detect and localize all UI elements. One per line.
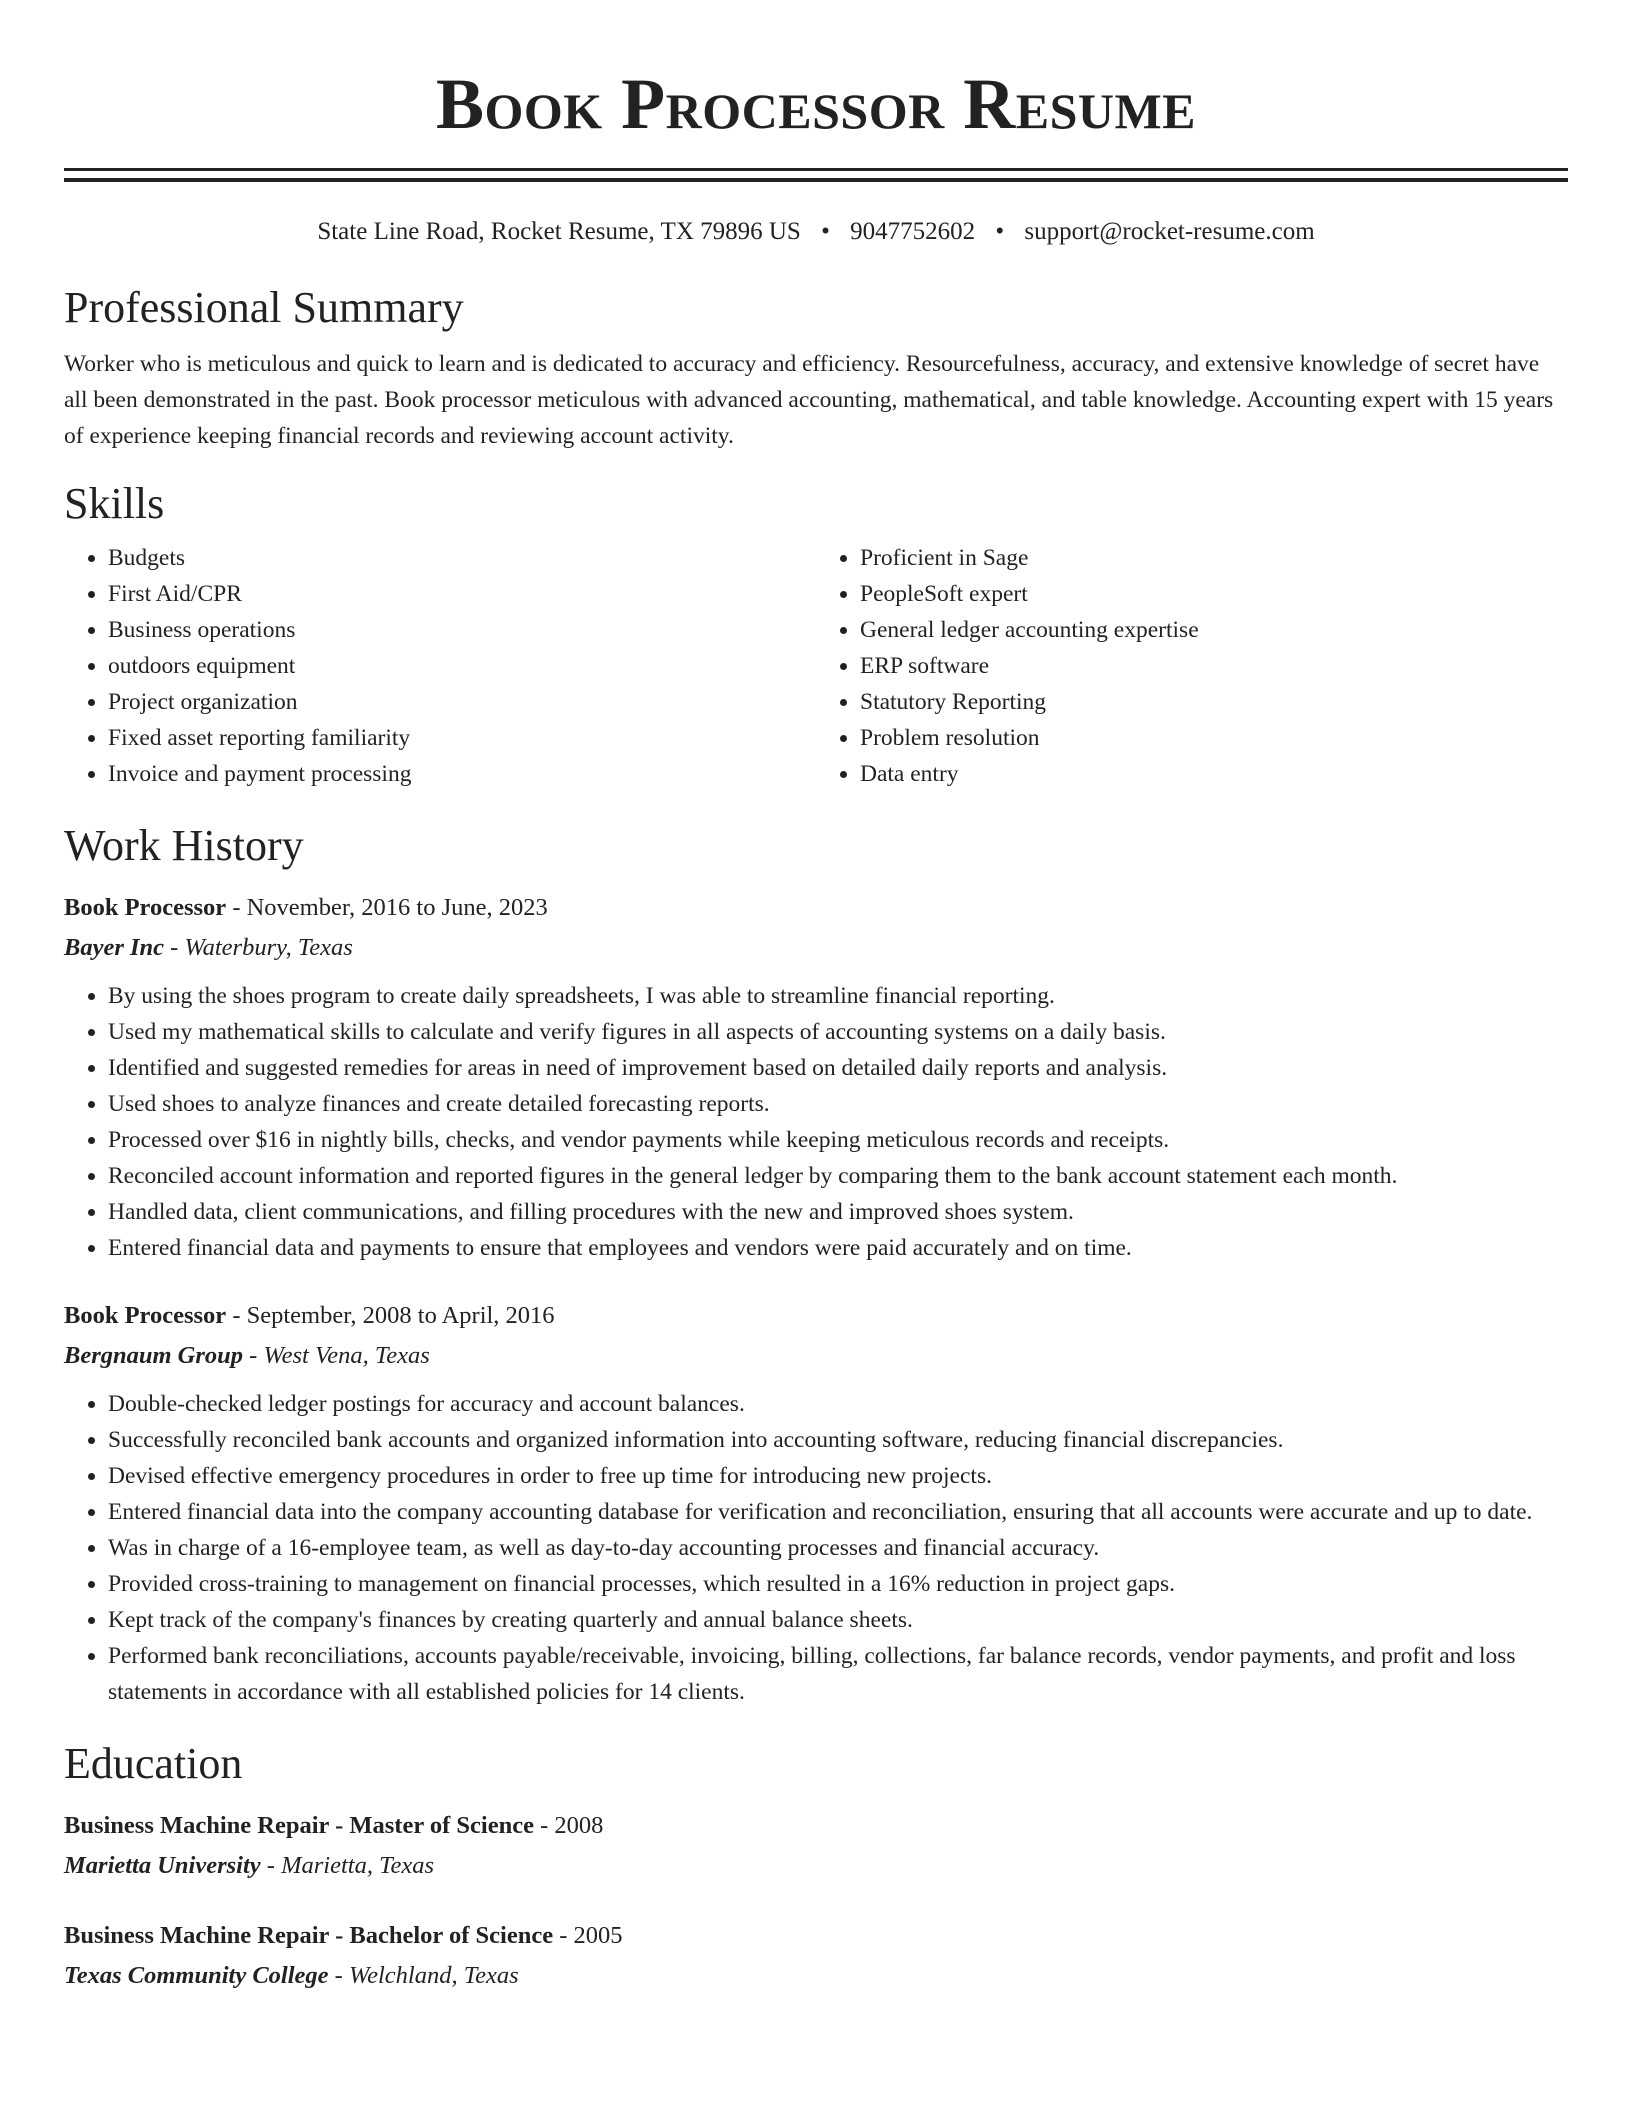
job-dates: - September, 2008 to April, 2016	[226, 1302, 555, 1329]
degree: Business Machine Repair - Bachelor of Science	[64, 1922, 554, 1949]
title-divider	[64, 168, 1568, 174]
job-company: Bayer Inc	[64, 934, 165, 961]
job-bullet: • Used my mathematical skills to calculate and verify figures in all aspects of accounting systems on a daily basis.	[108, 1014, 1568, 1050]
degree-line	[64, 1806, 1568, 1846]
job-bullet: • Entered financial data and payments to ensure that employees and vendors were paid accurately and on time.	[108, 1230, 1568, 1266]
skill-item: • Problem resolution	[860, 720, 1568, 756]
job-bullet: • Provided cross-training to management on financial processes, which resulted in a 16% reduction in project gaps.	[108, 1566, 1568, 1602]
skill-item: • Proficient in Sage	[860, 540, 1568, 576]
skill-item: • PeopleSoft expert	[860, 576, 1568, 612]
school-line	[64, 1956, 1568, 1996]
degree: Business Machine Repair - Master of Science	[64, 1812, 534, 1839]
school: Texas Community College	[64, 1962, 329, 1989]
job-bullet: • Devised effective emergency procedures in order to free up time for introducing new projects.	[108, 1458, 1568, 1494]
section-heading-skills: Skills	[64, 479, 165, 528]
skill-item: • Project organization	[108, 684, 816, 720]
contact-phone: 9047752602	[850, 218, 976, 245]
skills-list-right	[816, 540, 1568, 792]
job-title-line	[64, 1296, 1568, 1336]
job-bullet: • Performed bank reconciliations, accounts payable/receivable, invoicing, billing, collections, far balance records, vendor payments, and profit and loss statements in accordance with all established policies for 14 clients.	[108, 1638, 1568, 1710]
job-bullet: • Processed over $16 in nightly bills, checks, and vendor payments while keeping meticulous records and receipts.	[108, 1122, 1568, 1158]
degree-year: - 2008	[534, 1812, 604, 1839]
summary-text: Worker who is meticulous and quick to learn and is dedicated to accuracy and efficiency. Resourcefulness, accuracy, and extensive knowledge of secret have all been demonstrated in the past. Book processor meticulous with advanced accounting, mathematical, and table knowledge. Accounting expert with 15 years of experience keeping financial records and reviewing account activity.	[64, 351, 1554, 449]
education-entry	[64, 1806, 1568, 1886]
education-entry	[64, 1916, 1568, 1996]
work-history-section	[64, 818, 1568, 1710]
school-line	[64, 1846, 1568, 1886]
job-bullet: • Identified and suggested remedies for areas in need of improvement based on detailed daily reports and analysis.	[108, 1050, 1568, 1086]
skill-item: • Budgets	[108, 540, 816, 576]
skills-section	[64, 476, 1568, 792]
skill-item: • Business operations	[108, 612, 816, 648]
skill-item: • Statutory Reporting	[860, 684, 1568, 720]
job-title-line	[64, 888, 1568, 928]
job-entry	[64, 1296, 1568, 1710]
school: Marietta University	[64, 1852, 261, 1879]
skill-item: • outdoors equipment	[108, 648, 816, 684]
school-location: - Marietta, Texas	[260, 1852, 434, 1879]
job-bullet: • Reconciled account information and reported figures in the general ledger by comparing them to the bank account statement each month.	[108, 1158, 1568, 1194]
skill-item: • First Aid/CPR	[108, 576, 816, 612]
job-company-line	[64, 928, 1568, 968]
page-title: Book Processor Resume	[435, 64, 1197, 144]
skill-item: • General ledger accounting expertise	[860, 612, 1568, 648]
school-location: - Welchland, Texas	[328, 1962, 519, 1989]
job-bullet: • By using the shoes program to create daily spreadsheets, I was able to streamline financial reporting.	[108, 978, 1568, 1014]
job-dates: - November, 2016 to June, 2023	[226, 894, 548, 921]
skill-item: • Fixed asset reporting familiarity	[108, 720, 816, 756]
job-bullet: • Kept track of the company's finances by creating quarterly and annual balance sheets.	[108, 1602, 1568, 1638]
job-bullet: • Double-checked ledger postings for accuracy and account balances.	[108, 1386, 1568, 1422]
education-section	[64, 1736, 1568, 1996]
degree-line	[64, 1916, 1568, 1956]
job-bullet: • Successfully reconciled bank accounts and organized information into accounting software, reducing financial discrepancies.	[108, 1422, 1568, 1458]
skill-item: • Invoice and payment processing	[108, 756, 816, 792]
skill-item: • Data entry	[860, 756, 1568, 792]
section-heading-education: Education	[64, 1739, 243, 1788]
contact-line	[64, 216, 1568, 248]
job-bullet: • Was in charge of a 16-employee team, as well as day-to-day accounting processes and financial accuracy.	[108, 1530, 1568, 1566]
job-bullets	[64, 1386, 1568, 1710]
job-entry	[64, 888, 1568, 1266]
contact-separator: •	[995, 218, 1005, 245]
job-location: - West Vena, Texas	[243, 1342, 430, 1369]
skill-item: • ERP software	[860, 648, 1568, 684]
job-bullet: • Entered financial data into the company accounting database for verification and reconciliation, ensuring that all accounts were accurate and up to date.	[108, 1494, 1568, 1530]
job-location: - Waterbury, Texas	[164, 934, 353, 961]
job-role: Book Processor	[64, 894, 227, 921]
job-company-line	[64, 1336, 1568, 1376]
title-divider-thick	[64, 178, 1568, 182]
job-bullet: • Used shoes to analyze finances and create detailed forecasting reports.	[108, 1086, 1568, 1122]
job-role: Book Processor	[64, 1302, 227, 1329]
skills-columns	[64, 540, 1568, 792]
contact-address: State Line Road, Rocket Resume, TX 79896 US	[317, 218, 801, 245]
contact-separator: •	[821, 218, 830, 245]
job-company: Bergnaum Group	[64, 1342, 244, 1369]
job-bullets	[64, 978, 1568, 1266]
contact-email: support@rocket-resume.com	[1024, 218, 1315, 245]
section-heading-summary: Professional Summary	[64, 283, 464, 332]
professional-summary-section	[64, 280, 1568, 454]
degree-year: - 2005	[553, 1922, 623, 1949]
job-bullet: • Handled data, client communications, and filling procedures with the new and improved shoes system.	[108, 1194, 1568, 1230]
skills-list-left	[64, 540, 816, 792]
section-heading-work: Work History	[64, 821, 304, 870]
